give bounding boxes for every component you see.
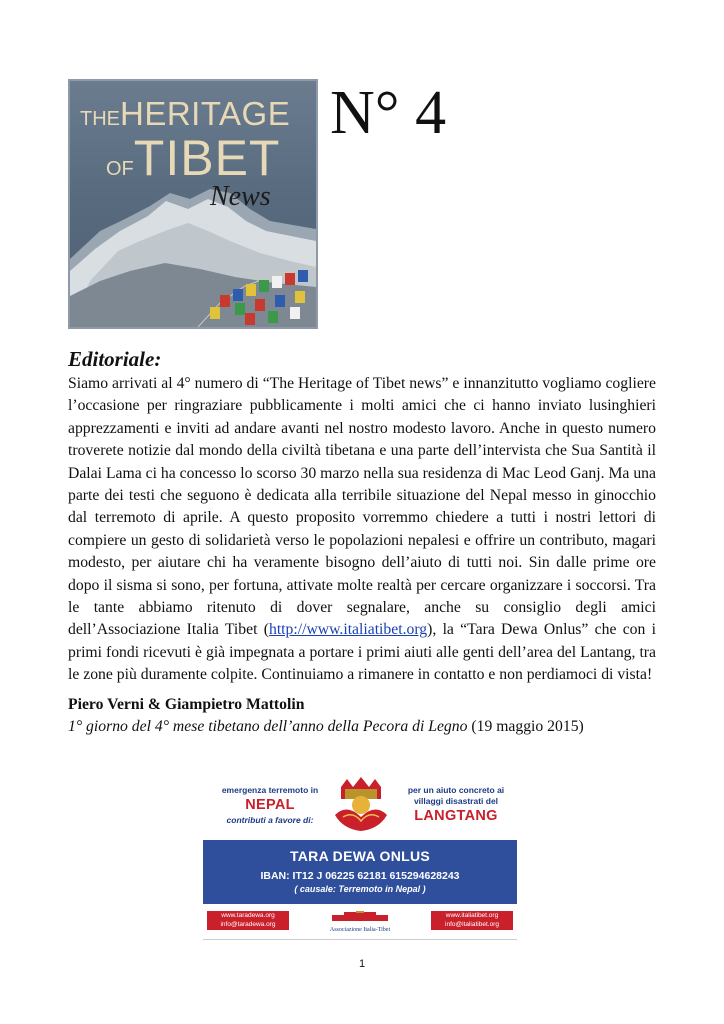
editorial-body-part1: Siamo arrivati al 4° numero di “The Heritage of Tibet news” e innanzitutto vogliamo cogliere l’occasione per ringraziare pubblicamente i molti amici che ci hanno inviato lusinghieri apprezzamenti e inviti ad andare avanti nel nostro modesto lavoro. Anche in questo numero troverete notizie dal mondo della civiltà tibetana e una parte dell’intervista che Sua Santità il Dalai Lama ci ha concesso lo scorso 30 marzo nella sua residenza di Mac Leod Ganj. Ma una parte dei testi che seguono è dedicata alla terribile situazione del Nepal messo in ginocchio dal terremoto di aprile. A questo proposito vorremmo chiedere a tutti i nostri lettori di compiere un gesto di solidarietà verso le popolazioni nepalesi e offrire un contributo, magari modesto, per aiutare chi ha veramente bisogno dell’aiuto di tutti noi. Sin dalle prime ore dopo il sisma si sono, per fortuna, attivate molte realtà per cercare organizzare i soccorsi. Tra le tante abbiamo ritenuto di dover segnalare, anche su consiglio degli amici dell’Associazione Italia Tibet (	[68, 375, 656, 639]
tibetan-date: 1° giorno del 4° mese tibetano dell’anno della Pecora di Legno	[68, 718, 468, 735]
banner-org-name: TARA DEWA ONLUS	[289, 848, 431, 864]
banner-divider	[203, 939, 517, 940]
banner-cause: ( causale: Terremoto in Nepal )	[294, 884, 426, 894]
heritage-of-tibet-logo	[68, 79, 318, 329]
associazione-italia-tibet-logo	[318, 908, 402, 933]
italiatibet-contact	[431, 911, 513, 930]
logo-the: THE	[80, 108, 120, 130]
page-number: 1	[358, 958, 366, 970]
potala-palace-icon	[330, 911, 390, 921]
editorial-body	[68, 373, 656, 687]
banner-aid-label: per un aiuto concreto ai villaggi disastrati del	[407, 785, 505, 806]
donation-banner	[203, 773, 517, 943]
tara-dewa-emblem-icon	[327, 775, 395, 837]
editorial-body-part2: ), la “Tara Dewa Onlus” che con i primi fondi ricevuti è già impegnata a portare i primi aiuti alle genti dell’area del Lantang, tra le zone più duramente colpite. Continuiamo a rimanere in contatto e non perdiamoci di vista!	[68, 621, 657, 684]
banner-right-text	[397, 785, 515, 826]
taradewa-contact	[207, 911, 289, 930]
logo-title-line1	[80, 95, 290, 133]
issue-number: N° 4	[330, 79, 447, 147]
banner-left-text	[211, 785, 329, 826]
banner-emergency-label: emergenza terremoto in	[221, 785, 319, 795]
banner-nepal: NEPAL	[245, 797, 295, 813]
taradewa-email: info@taradewa.org	[220, 920, 276, 928]
banner-contributions-label: contributi a favore di:	[226, 815, 314, 825]
editorial-heading: Editoriale:	[68, 347, 162, 371]
editorial-date	[68, 716, 584, 738]
italiatibet-email: info@italiatibet.org	[445, 920, 499, 928]
logo-tibet: TIBET	[133, 130, 281, 186]
italiatibet-site: www.italiatibet.org	[445, 912, 499, 919]
associazione-name: Associazione Italia-Tibet	[329, 927, 391, 933]
banner-langtang: LANGTANG	[414, 808, 498, 824]
logo-of: OF	[106, 158, 134, 180]
logo-title-line2	[106, 130, 281, 186]
taradewa-site: www.taradewa.org	[221, 912, 275, 919]
logo-heritage: HERITAGE	[120, 95, 291, 132]
gregorian-date: (19 maggio 2015)	[467, 718, 584, 735]
banner-iban: IBAN: IT12 J 06225 62181 615294628243	[260, 870, 460, 882]
logo-news: News	[210, 181, 271, 212]
italiatibet-link[interactable]: http://www.italiatibet.org	[268, 621, 428, 639]
banner-donation-details	[203, 840, 517, 904]
editorial-authors: Piero Verni & Giampietro Mattolin	[68, 696, 305, 713]
banner-footer	[203, 911, 517, 931]
